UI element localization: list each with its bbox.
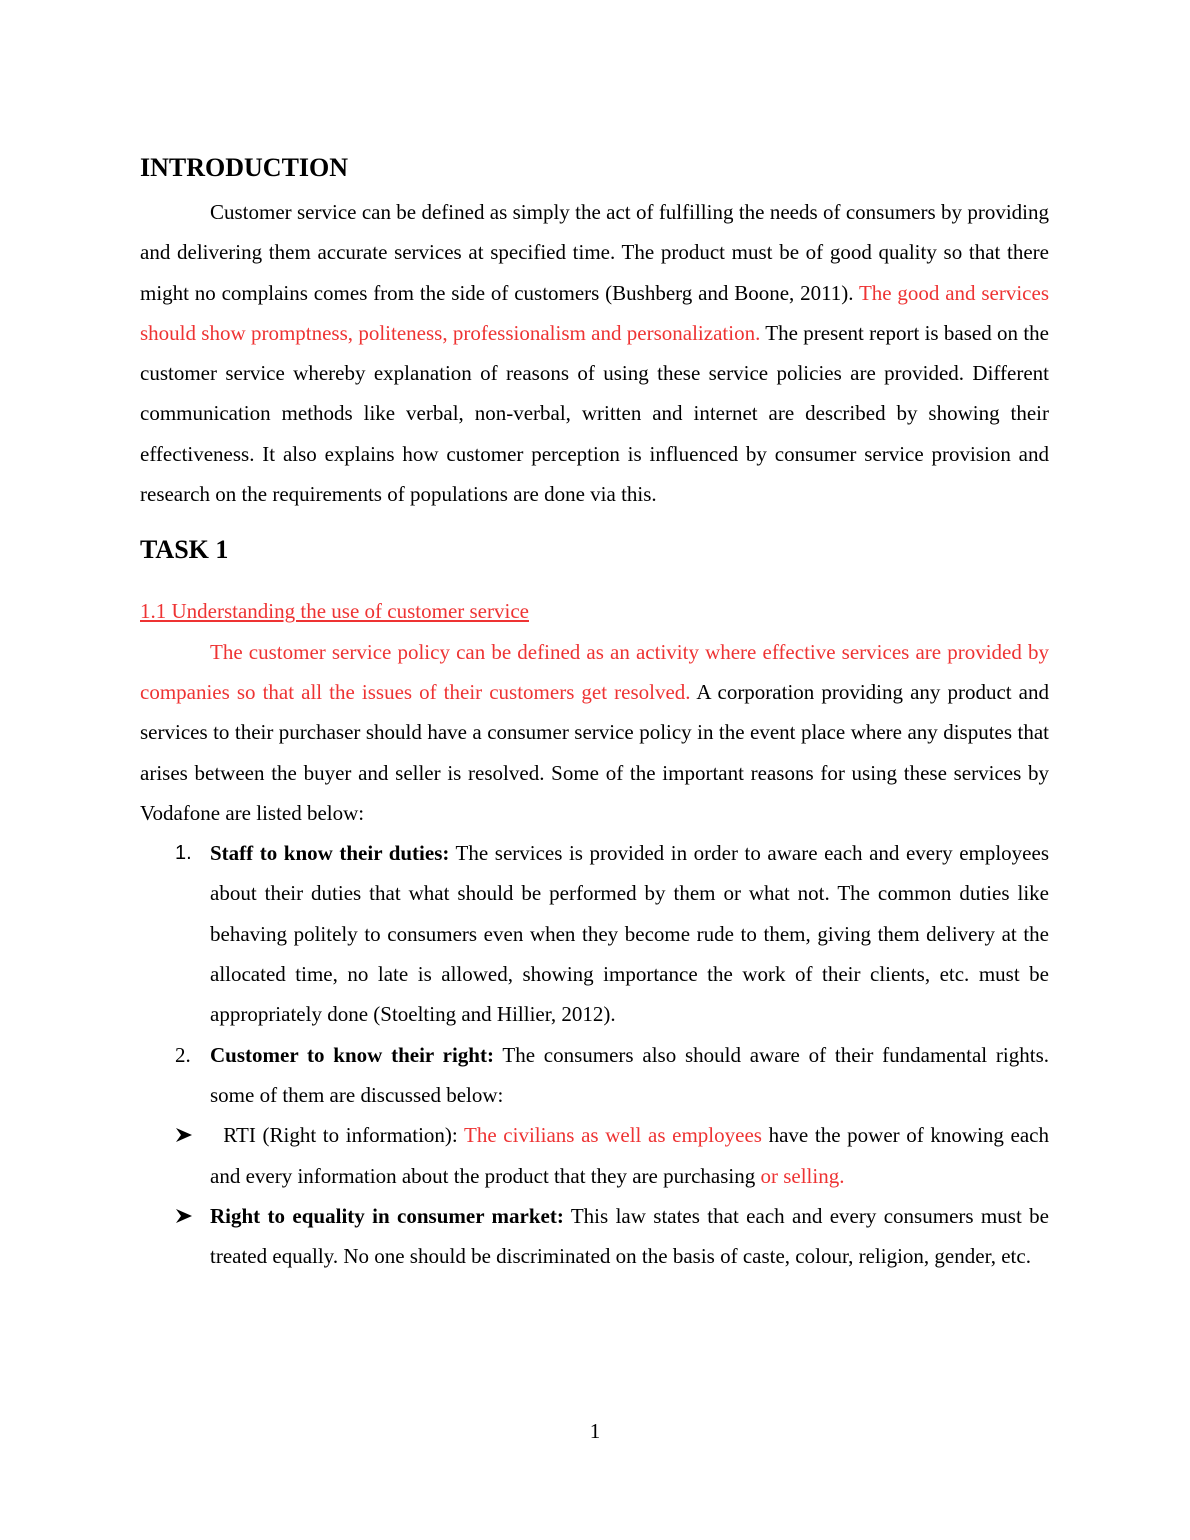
bullet-item	[140, 1196, 1049, 1277]
bullet-body: have the power of knowing each and every information about the product that they are purchasing	[210, 1123, 1049, 1188]
list-item-title: Customer to know their right:	[210, 1042, 494, 1067]
intro-text-part-2: The present report is based on the customer service whereby explanation of reasons of using these service policies are provided. Different communication methods like verbal, non-verbal, written and internet are described by showing their effectiveness. It also explains how customer perception is influenced by consumer service provision and research on the requirements of populations are done via this.	[140, 320, 1049, 507]
bullet-item-text	[210, 1115, 1049, 1196]
bullet-item-text	[210, 1196, 1049, 1277]
list-item	[140, 833, 1049, 1034]
bullet-item	[140, 1115, 1049, 1196]
list-item-body: The consumers also should aware of their fundamental rights. some of them are discussed below:	[210, 1042, 1049, 1107]
document-page	[140, 150, 1049, 1276]
list-item	[140, 1035, 1049, 1116]
list-item-body: The services is provided in order to aware each and every employees about their duties that what should be performed by them or what not. The common duties like behaving politely to consumers even when they become rude to them, giving them delivery at the allocated time, no late is allowed, showing importance the work of their clients, etc. must be appropriately done (Stoelting and Hillier, 2012).	[210, 841, 1049, 1027]
section-1-1-heading: 1.1 Understanding the use of customer service	[140, 599, 529, 624]
bullet-highlight-text: The civilians as well as employees	[464, 1123, 762, 1148]
list-number: 1.	[175, 842, 192, 865]
task1-highlight-text: The customer service policy can be defined as an activity where effective services are provided by companies so that all the issues of their customers get resolved.	[140, 639, 1049, 704]
bullet-highlight-text-end: or selling.	[760, 1163, 845, 1188]
introduction-heading: INTRODUCTION	[140, 153, 349, 182]
task1-heading: TASK 1	[140, 535, 229, 565]
introduction-paragraph	[140, 192, 1049, 514]
bullet-lead: RTI (Right to information):	[223, 1123, 464, 1148]
page-number: 1	[589, 1419, 601, 1443]
list-item-text	[210, 833, 1049, 1034]
list-number: 2.	[175, 1042, 191, 1067]
list-item-title: Staff to know their duties:	[210, 841, 450, 866]
arrow-bullet-icon	[175, 1208, 193, 1224]
task1-paragraph	[140, 632, 1049, 833]
list-item-text	[210, 1035, 1049, 1116]
intro-highlight-text: The good and services should show promptness, politeness, professionalism and personalization.	[140, 280, 1049, 345]
task1-text: A corporation providing any product and services to their purchaser should have a consumer service policy in the event place where any disputes that arises between the buyer and seller is resolved. Some of the important reasons for using these services by Vodafone are listed below:	[140, 679, 1049, 825]
intro-text-part-1: Customer service can be defined as simply the act of fulfilling the needs of consumers by providing and delivering them accurate services at specified time. The product must be of good quality so that there might no complains comes from the side of customers (Bushberg and Boone, 2011).	[140, 200, 1049, 305]
arrow-bullet-icon	[175, 1127, 193, 1143]
bullet-body: This law states that each and every consumers must be treated equally. No one should be discriminated on the basis of caste, colour, religion, gender, etc.	[210, 1203, 1049, 1269]
bullet-title: Right to equality in consumer market:	[210, 1203, 564, 1228]
